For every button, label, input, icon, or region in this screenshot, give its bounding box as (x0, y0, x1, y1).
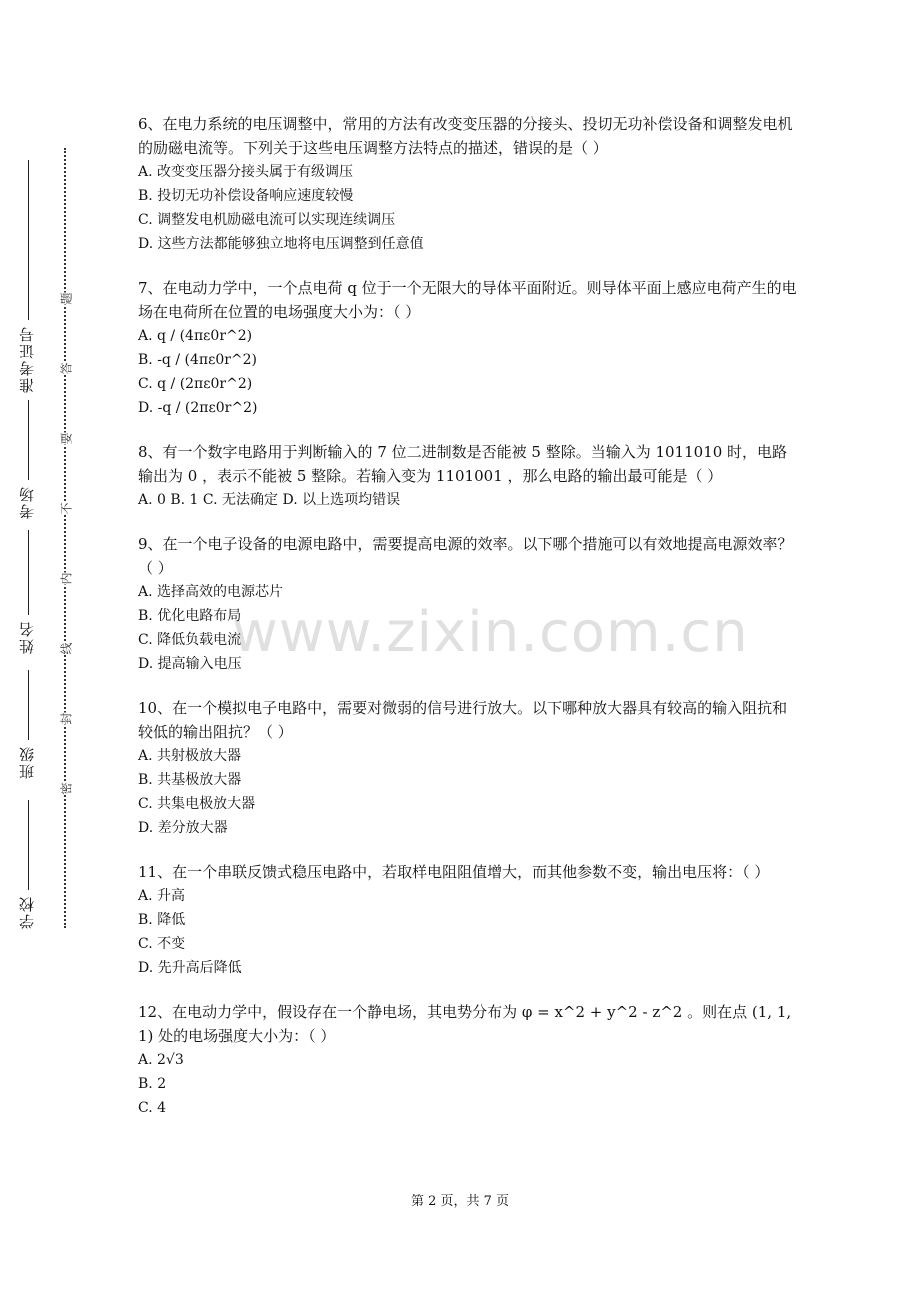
exam-room-field-label: 考场 (18, 485, 36, 519)
option-c: C. 调整发电机励磁电流可以实现连续调压 (138, 212, 396, 228)
seal-char: 封 (56, 712, 77, 724)
class-fill-line (28, 670, 29, 740)
seal-char: 不 (56, 502, 77, 514)
question-6 (138, 112, 798, 256)
option-b: B. 投切无功补偿设备响应速度较慢 (138, 188, 354, 204)
option-b: B. 降低 (138, 912, 186, 928)
option-c: C. q / (2πε0r^2) (138, 376, 253, 392)
option-b: B. -q / (4πε0r^2) (138, 352, 258, 368)
option-d: D. 提高输入电压 (138, 656, 242, 672)
admission-number-fill-line (28, 160, 29, 320)
question-11 (138, 860, 798, 980)
question-stem: 10、在一个模拟电子电路中，需要对微弱的信号进行放大。以下哪种放大器具有较高的输入阻抗和较低的输出阻抗？（ ） (138, 699, 788, 741)
watermark: www.zixin.com.cn (232, 600, 749, 665)
seal-char: 密 (56, 782, 77, 794)
option-d: D. -q / (2πε0r^2) (138, 400, 258, 416)
school-fill-line (28, 800, 29, 890)
option-d: D. 差分放大器 (138, 820, 228, 836)
question-stem: 9、在一个电子设备的电源电路中，需要提高电源的效率。以下哪个措施可以有效地提高电源效率？（ ） (138, 535, 793, 577)
question-7 (138, 276, 798, 420)
option-c: C. 共集电极放大器 (138, 796, 256, 812)
option-a: A. 改变变压器分接头属于有级调压 (138, 164, 354, 180)
option-d: D. 这些方法都能够独立地将电压调整到任意值 (138, 236, 424, 252)
option-c: C. 4 (138, 1100, 167, 1116)
question-stem: 8、有一个数字电路用于判断输入的 7 位二进制数是否能被 5 整除。当输入为 1011010 时，电路输出为 0 ，表示不能被 5 整除。若输入变为 1101001 ，那么电路的输出最可能是（ ） (138, 443, 788, 485)
option-a: A. 共射极放大器 (138, 748, 242, 764)
question-stem: 12、在电动力学中，假设存在一个静电场，其电势分布为 φ = x^2 + y^2 - z^2 。则在点 (1, 1, 1) 处的电场强度大小为：（ ） (138, 1003, 792, 1045)
binding-margin (0, 0, 110, 1302)
option-a: A. 升高 (138, 888, 186, 904)
option-b: B. 优化电路布局 (138, 608, 242, 624)
question-stem: 7、在电动力学中，一个点电荷 q 位于一个无限大的导体平面附近。则导体平面上感应电荷产生的电场在电荷所在位置的电场强度大小为：（ ） (138, 279, 797, 321)
school-field-label: 学校 (18, 895, 36, 929)
seal-char: 内 (56, 572, 77, 584)
options-inline: A. 0 B. 1 C. 无法确定 D. 以上选项均错误 (138, 492, 401, 508)
class-field-label: 班级 (18, 745, 36, 779)
name-field-label: 姓名 (18, 620, 36, 654)
page-number-footer: 第 2 页，共 7 页 (410, 1194, 510, 1209)
seal-char: 答 (56, 362, 77, 374)
question-12 (138, 1000, 798, 1120)
option-b: B. 共基极放大器 (138, 772, 242, 788)
option-b: B. 2 (138, 1076, 167, 1092)
question-10 (138, 696, 798, 840)
option-a: A. 2√3 (138, 1052, 184, 1068)
question-8 (138, 440, 798, 512)
question-stem: 11、在一个串联反馈式稳压电路中，若取样电阻阻值增大，而其他参数不变，输出电压将：（ ） (138, 863, 770, 881)
option-a: A. q / (4πε0r^2) (138, 328, 253, 344)
exam-room-fill-line (28, 400, 29, 480)
option-a: A. 选择高效的电源芯片 (138, 584, 284, 600)
seal-dotted-line (64, 148, 66, 928)
seal-char: 线 (56, 642, 77, 654)
option-c: C. 降低负载电流 (138, 632, 242, 648)
option-d: D. 先升高后降低 (138, 960, 242, 976)
name-fill-line (28, 530, 29, 615)
admission-number-field-label: 准考证号 (18, 325, 36, 393)
option-c: C. 不变 (138, 936, 186, 952)
seal-char: 题 (56, 292, 77, 304)
question-stem: 6、在电力系统的电压调整中，常用的方法有改变变压器的分接头、投切无功补偿设备和调整发电机的励磁电流等。下列关于这些电压调整方法特点的描述，错误的是（ ） (138, 115, 793, 157)
seal-char: 要 (56, 432, 77, 444)
